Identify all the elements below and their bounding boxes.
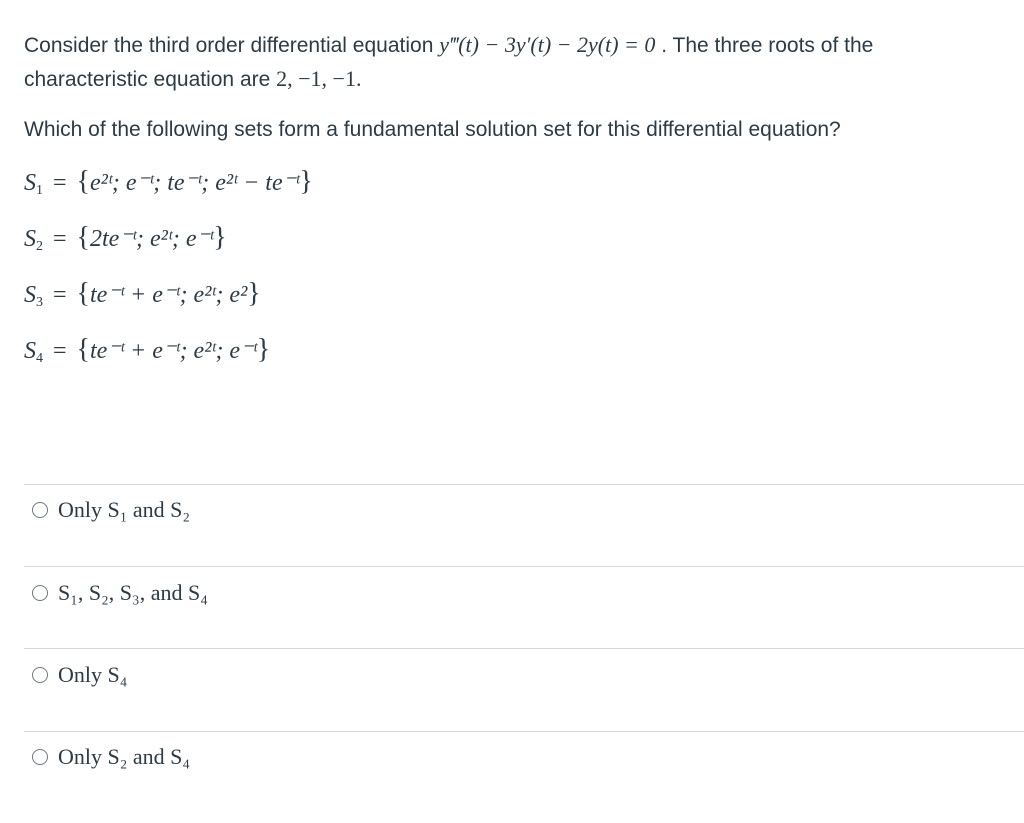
characteristic-text: characteristic equation are bbox=[24, 68, 277, 91]
set-s4: $S_4$ = {te⁻ᵗ + e⁻ᵗ; e²ᵗ; e⁻ᵗ} bbox=[24, 334, 271, 366]
option-divider bbox=[24, 648, 1024, 649]
set-s1: $S_1$ = {e²ᵗ; e⁻ᵗ; te⁻ᵗ; e²ᵗ − te⁻ᵗ} bbox=[24, 166, 313, 198]
option-divider bbox=[24, 731, 1024, 732]
set-elements: te⁻ᵗ + e⁻ᵗ; e²ᵗ; e² bbox=[90, 282, 248, 308]
characteristic-roots: 2, −1, −1. bbox=[276, 66, 362, 91]
set-name: S bbox=[24, 282, 36, 308]
answer-option-2[interactable] bbox=[24, 575, 208, 611]
differential-equation: y‴(t) − 3y′(t) − 2y(t) = 0 bbox=[439, 32, 656, 57]
set-name: S bbox=[24, 338, 36, 364]
option-label: Only S₄ bbox=[58, 662, 128, 687]
set-name: S bbox=[24, 170, 36, 196]
answer-option-1[interactable] bbox=[24, 492, 190, 528]
set-index: 3 bbox=[36, 295, 43, 310]
set-index: 2 bbox=[36, 239, 43, 254]
set-s2: $S_2$ = {2te⁻ᵗ; e²ᵗ; e⁻ᵗ} bbox=[24, 222, 227, 254]
answer-option-3[interactable] bbox=[24, 657, 127, 693]
set-elements: 2te⁻ᵗ; e²ᵗ; e⁻ᵗ bbox=[90, 226, 214, 252]
option-divider bbox=[24, 566, 1024, 567]
option-label: Only S₂ and S₄ bbox=[58, 744, 191, 769]
set-index: 4 bbox=[36, 351, 43, 366]
set-elements: te⁻ᵗ + e⁻ᵗ; e²ᵗ; e⁻ᵗ bbox=[90, 338, 257, 364]
question-line-2 bbox=[24, 66, 361, 92]
question-prompt: Which of the following sets form a fundamental solution set for this differential equation? bbox=[24, 118, 841, 141]
radio-button[interactable] bbox=[32, 667, 48, 683]
set-name: S bbox=[24, 226, 36, 252]
question-intro: Consider the third order differential equation bbox=[24, 34, 440, 57]
option-divider bbox=[24, 484, 1024, 485]
question-line-1 bbox=[24, 32, 873, 58]
option-label: S₁, S₂, S₃, and S₄ bbox=[58, 580, 208, 605]
option-label: Only S₁ and S₂ bbox=[58, 497, 191, 522]
radio-button[interactable] bbox=[32, 749, 48, 765]
set-elements: e²ᵗ; e⁻ᵗ; te⁻ᵗ; e²ᵗ − te⁻ᵗ bbox=[90, 170, 300, 196]
answer-option-4[interactable] bbox=[24, 739, 190, 775]
set-s3: $S_3$ = {te⁻ᵗ + e⁻ᵗ; e²ᵗ; e²} bbox=[24, 278, 261, 310]
question-intro-continued: . The three roots of the bbox=[661, 34, 874, 57]
set-index: 1 bbox=[36, 183, 43, 198]
radio-button[interactable] bbox=[32, 585, 48, 601]
radio-button[interactable] bbox=[32, 502, 48, 518]
